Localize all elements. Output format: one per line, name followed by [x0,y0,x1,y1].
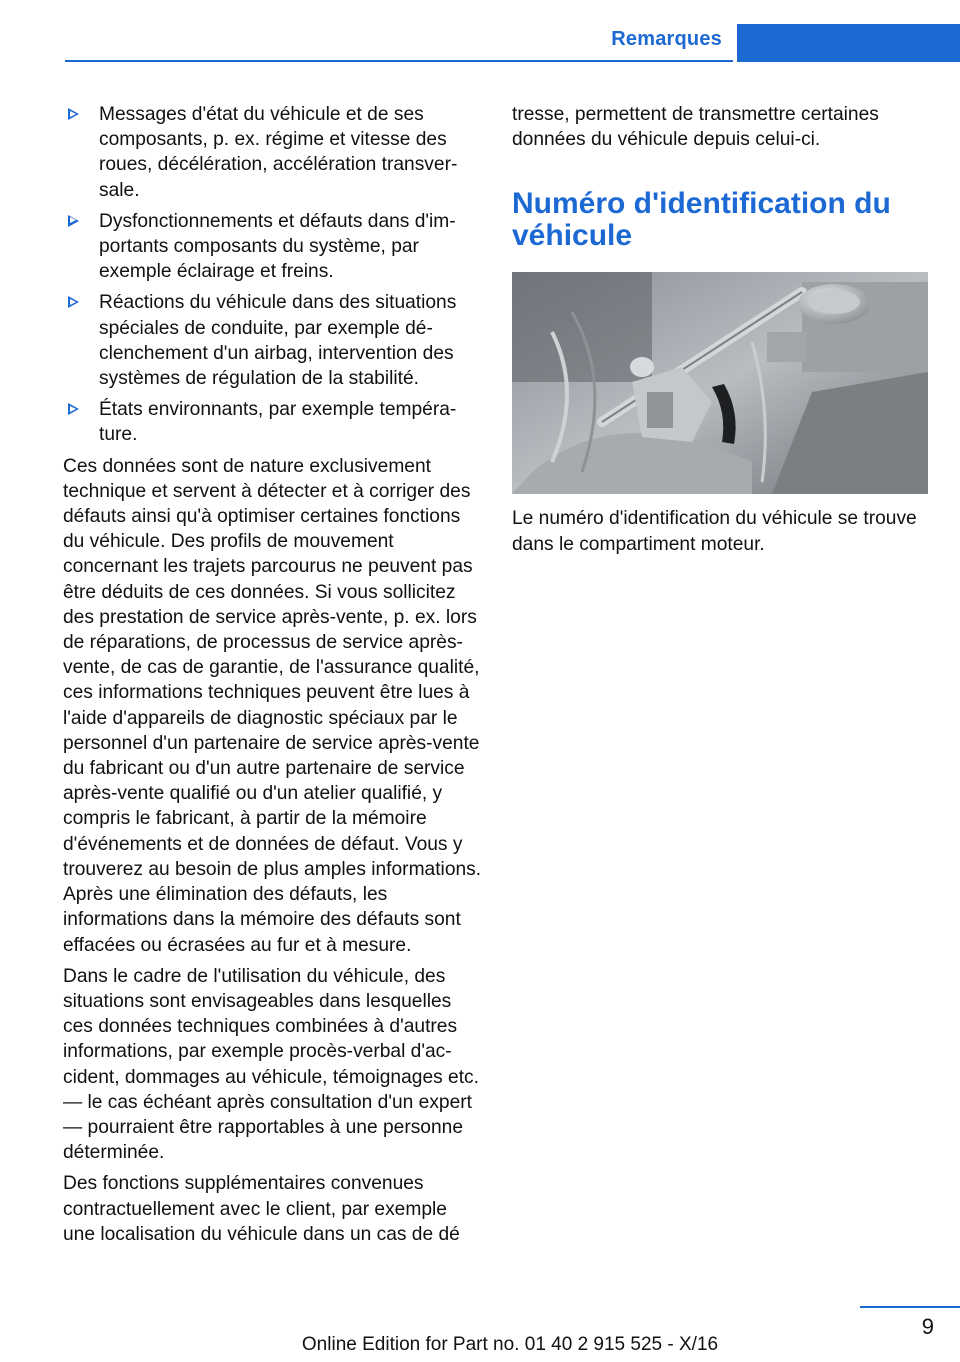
body-paragraph: Dans le cadre de l'utilisation du véhicule, des situations sont envisageables dans lesquelles ces données techniques combinées à d'autres informations, par exemple procès-verbal d'accident, dommages au véhicule, témoignages etc. — le cas échéant après consultation d'un expert — pourraient être rapportables à une personne déterminée. [63,965,479,1164]
footer-rule [860,1306,960,1308]
photo-caption: Le numéro d'identification du véhicule se trouve dans le compartiment moteur. [512,508,917,555]
left-column [63,102,483,1253]
list-item [63,397,483,447]
data-list [63,102,483,448]
continued-paragraph: tresse, permettent de transmettre certaines données du véhicule depuis celui-ci. [512,104,879,151]
list-item-text: Messages d'état du véhicule et de ses composants, p. ex. régime et vitesse des roues, décélération, accélération transversale. [99,104,458,201]
list-item-text: Réactions du véhicule dans des situations spéciales de conduite, par exemple déclenchement d'un airbag, intervention des systèmes de régulation de la stabilité. [99,292,457,390]
header-rule [65,60,733,62]
page-number: 9 [921,1314,934,1339]
list-item [63,290,483,391]
triangle-bullet-icon [68,108,79,120]
body-paragraph: Des fonctions supplémentaires convenues contractuellement avec le client, par exemple une localisation du véhicule dans un cas de dé [63,1173,460,1245]
list-item [63,102,483,203]
list-item-text: États environnants, par exemple température. [99,399,457,446]
body-paragraph: Ces données sont de nature exclusivement technique et servent à détecter et à corriger des défauts ainsi qu'à optimiser certaines fonctions du véhicule. Des profils de mouvement concernant les trajets parcourus ne peuvent pas être déduits de ces données. Si vous sollicitez des prestation de service après-vente, p. ex. lors de réparations, de processus de service après-vente, de cas de garantie, de l'assurance qualité, ces informations techniques peuvent être lues à l'aide d'appareils de diagnostic spéciaux par le personnel d'un partenaire de service après-vente du fabricant ou d'un autre partenaire de service après-vente qualifié ou d'un atelier qualifié, y compris le fabricant, à partir de la mémoire d'événements et de données de défaut. Vous y trouverez au besoin de plus amples informations. Après une élimination des défauts, les informations dans la mémoire des défauts sont effacées ou écrasées au fur et à mesure. [63,455,482,956]
running-header-title: Remarques [611,28,722,50]
triangle-bullet-icon [68,215,79,227]
list-item-text: Dysfonctionnements et défauts dans d'importants composants du système, par exemple éclairage et freins. [99,210,456,283]
engine-compartment-photo [512,272,928,494]
triangle-bullet-icon [68,403,79,415]
header-color-block [737,24,960,62]
section-heading: Numéro d'identification du véhicule [512,187,891,253]
list-item [63,209,483,285]
triangle-bullet-icon [68,296,79,308]
right-column [512,102,932,563]
edition-note: Online Edition for Part no. 01 40 2 915 525 - X/16 [301,1334,719,1355]
